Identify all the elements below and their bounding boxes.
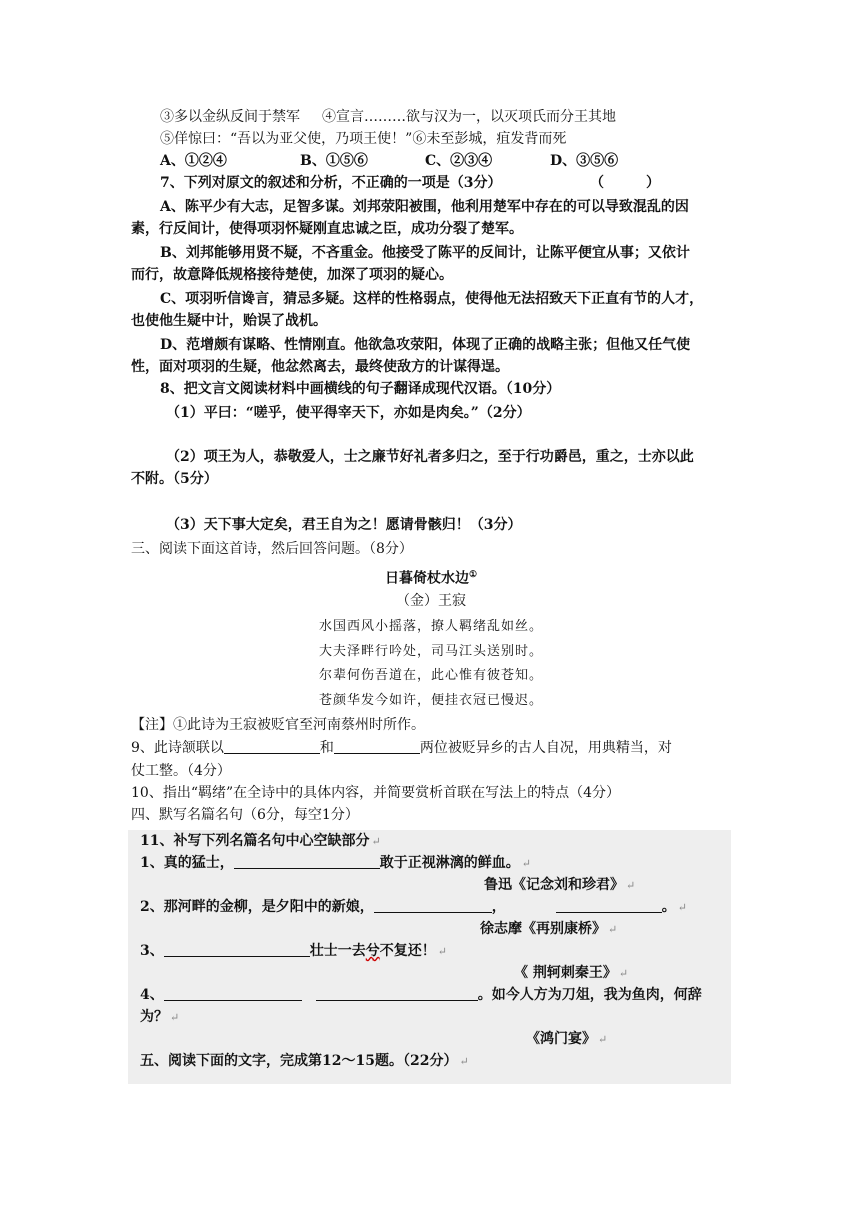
q7-option-b-line-1: B、刘邦能够用贤不疑，不吝重金。他接受了陈平的反间计，让陈平便宜从事；又依计 <box>160 245 690 261</box>
q7-stem <box>160 172 760 194</box>
q11-text: 11、补写下列名篇名句中心空缺部分 <box>140 833 370 849</box>
section-5-text: 五、阅读下面的文字，完成第12～15题。（22分） <box>140 1053 458 1069</box>
item-2-text-a: 2、那河畔的金柳，是夕阳中的新娘， <box>140 899 374 915</box>
item-4-source <box>526 1028 607 1051</box>
item-3-text-a: 3、 <box>140 943 164 959</box>
paragraph-mark: ↵ <box>598 1033 608 1046</box>
poem-line-4: 苍颜华发今如许，便挂衣冠已慢迟。 <box>318 693 543 708</box>
q9-text-b: 和 <box>319 740 334 756</box>
poem-title-footnote-mark: ① <box>468 570 478 580</box>
item-2-period: 。 <box>661 899 676 915</box>
item-4-line <box>140 984 702 1006</box>
paragraph-mark: ↵ <box>437 945 447 958</box>
item-3-source-text: 《 荆轲刺秦王》 <box>514 965 617 981</box>
item-4-text-b: 。如今人方为刀俎，我为鱼肉，何辞 <box>477 987 702 1003</box>
section-3-heading: 三、阅读下面这首诗，然后回答问题。（8分） <box>131 541 413 557</box>
item-4-blank-1[interactable] <box>164 986 302 1001</box>
item-4-text-c: 为？ <box>140 1009 168 1025</box>
poem-line-1: 水国西风小摇落，撩人羁绪乱如丝。 <box>318 619 543 634</box>
q7-option-b-line-2: 而行，故意降低规格接待楚使，加深了项羽的疑心。 <box>131 267 453 283</box>
item-1-text-b: 敢于正视淋漓的鲜血。 <box>379 855 520 871</box>
q9-text-c: 两位被贬异乡的古人自况，用典精当，对 <box>419 740 672 756</box>
q10: 10、指出“羁绪”在全诗中的具体内容，并简要赏析首联在写法上的特点（4分） <box>131 785 621 801</box>
option-3: ③多以金纵反间于禁军 <box>160 109 300 125</box>
options-line-2: ⑤佯惊曰：“吾以为亚父使，乃项王使！”⑥未至彭城，疽发背而死 <box>160 131 567 147</box>
poem-note: 【注】①此诗为王寂被贬官至河南蔡州时所作。 <box>131 717 425 733</box>
paragraph-mark: ↵ <box>371 835 381 848</box>
q8-sentence-2-line-1: （2）项王为人，恭敬爱人，士之廉节好礼者多归之，至于行功爵邑，重之，士亦以此 <box>166 449 694 465</box>
section-5-heading <box>140 1050 469 1073</box>
paragraph-mark: ↵ <box>521 857 531 870</box>
paragraph-mark: ↵ <box>608 923 618 936</box>
q7-option-c-line-2: 也使他生疑中计，贻误了战机。 <box>131 313 327 329</box>
item-4-blank-2[interactable] <box>316 986 478 1001</box>
item-3-source <box>514 962 628 985</box>
choice-b[interactable]: B、①⑤⑥ <box>300 153 368 169</box>
q8-sentence-2-line-2: 不附。（5分） <box>131 471 218 487</box>
item-2-line <box>140 896 687 919</box>
q8-stem: 8、把文言文阅读材料中画横线的句子翻译成现代汉语。（10分） <box>160 381 561 397</box>
item-3-blank[interactable] <box>164 942 310 957</box>
item-4-line-2 <box>140 1006 179 1029</box>
q7-option-a-line-2: 素，行反间计，使得项羽怀疑刚直忠诚之臣，成功分裂了楚军。 <box>131 221 523 237</box>
choice-c[interactable]: C、②③④ <box>425 153 493 169</box>
poem-line-2: 大夫泽畔行吟处，司马江头送别时。 <box>318 644 543 659</box>
paragraph-mark: ↵ <box>618 967 629 980</box>
q7-answer-paren[interactable]: （ ） <box>590 175 660 191</box>
item-2-source-text: 徐志摩《再别康桥》 <box>480 921 606 937</box>
q7-option-a-line-1: A、陈平少有大志，足智多谋。刘邦荥阳被围，他利用楚军中存在的可以导致混乱的因 <box>160 199 689 215</box>
choice-a[interactable]: A、①②④ <box>160 153 227 169</box>
poem-title <box>131 564 731 590</box>
item-3-text-b: 壮士一去 <box>309 943 366 959</box>
paragraph-mark: ↵ <box>170 1011 180 1024</box>
q9-line-2: 仗工整。（4分） <box>131 763 231 779</box>
q11-stem <box>140 830 381 853</box>
paragraph-mark: ↵ <box>677 901 687 914</box>
poem-title-text: 日暮倚杖水边 <box>384 570 469 587</box>
q9-blank-2[interactable] <box>334 739 420 754</box>
item-4-text-a: 4、 <box>140 987 164 1003</box>
q9-text-a: 9、此诗颔联以 <box>131 740 224 756</box>
options-line-1 <box>160 106 760 128</box>
item-3-text-c: 不复还！ <box>379 943 436 959</box>
item-1-blank[interactable] <box>234 854 380 869</box>
item-2-comma: ， <box>491 899 506 915</box>
poem-author: （金）王寂 <box>396 593 466 609</box>
item-4-source-text: 《鸿门宴》 <box>526 1031 596 1047</box>
item-1-source <box>484 874 635 897</box>
item-3-line <box>140 940 447 963</box>
section-4-heading: 四、默写名篇名句（6分，每空1分） <box>131 807 359 823</box>
option-4: ④宣言………欲与汉为一，以灭项氏而分王其地 <box>322 109 616 125</box>
q7-stem-text: 7、下列对原文的叙述和分析，不正确的一项是（3分） <box>160 175 502 191</box>
paragraph-mark: ↵ <box>626 879 636 892</box>
q7-option-d-line-1: D、范增颇有谋略、性情刚直。他欲急攻荥阳，体现了正确的战略主张；但他又任气使 <box>160 337 691 353</box>
item-3-spellcheck-word: 兮 <box>365 943 380 959</box>
choice-d[interactable]: D、③⑤⑥ <box>550 153 619 169</box>
item-2-blank-1[interactable] <box>374 898 492 913</box>
paragraph-mark: ↵ <box>459 1055 469 1068</box>
item-2-blank-2[interactable] <box>556 898 662 913</box>
q7-option-d-line-2: 性，面对项羽的生疑，他忿然离去，最终使敌方的计谋得逞。 <box>131 359 509 375</box>
q8-sentence-1: （1）平曰：“嗟乎，使平得宰天下，亦如是肉矣。”（2分） <box>166 405 531 421</box>
item-1-line <box>140 852 531 875</box>
q9-line-1 <box>131 737 731 759</box>
item-1-text-a: 1、真的猛士， <box>140 855 234 871</box>
item-1-source-text: 鲁迅《记念刘和珍君》 <box>484 877 624 893</box>
q8-sentence-3: （3）天下事大定矣，君王自为之！愿请骨骸归！（3分） <box>166 517 522 533</box>
item-2-source <box>480 918 617 941</box>
q9-blank-1[interactable] <box>224 739 320 754</box>
q7-option-c-line-1: C、项羽听信谗言，猜忌多疑。这样的性格弱点，使得他无法招致天下正直有节的人才， <box>160 291 704 307</box>
poem-line-3: 尔辈何伤吾道在，此心惟有彼苍知。 <box>318 668 543 683</box>
